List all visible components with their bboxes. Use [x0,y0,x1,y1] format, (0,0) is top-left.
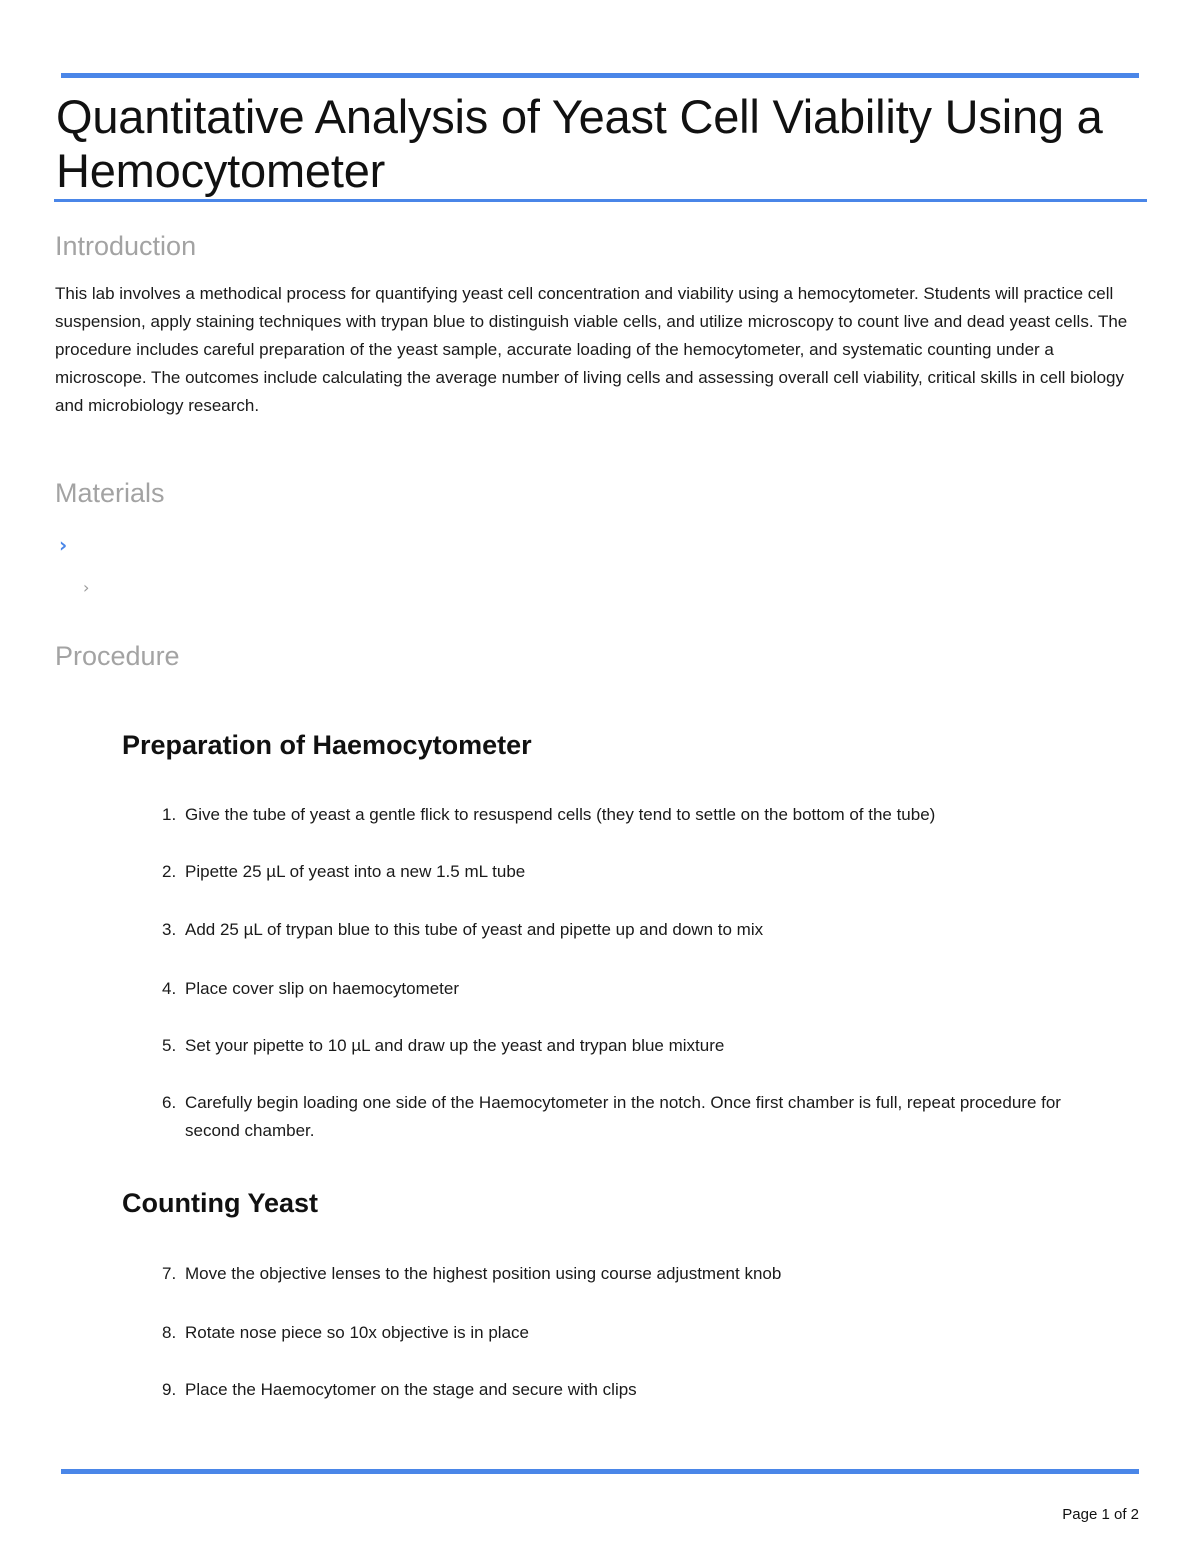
step-text: Place the Haemocytomer on the stage and secure with clips [185,1380,637,1399]
procedure-step [162,858,1082,886]
page-number: Page 1 of 2 [1062,1506,1139,1523]
step-number: 5. [162,1036,177,1055]
preparation-subheading: Preparation of Haemocytometer [122,730,532,760]
chevron-right-icon: › [59,533,68,557]
counting-subheading: Counting Yeast [122,1188,319,1218]
procedure-step [162,1089,1082,1145]
step-text: Carefully begin loading one side of the Haemocytometer in the notch. Once first chamber is full, repeat procedure for second chamber. [185,1093,1061,1140]
procedure-step [162,801,1082,829]
top-divider [61,73,1139,78]
procedure-step [162,1032,1082,1060]
step-text: Give the tube of yeast a gentle flick to resuspend cells (they tend to settle on the bottom of the tube) [185,805,936,824]
introduction-paragraph: This lab involves a methodical process for quantifying yeast cell concentration and viability using a hemocytometer. Students will practice cell suspension, apply staining techniques with trypan blue to distinguish viable cells, and utilize microscopy to count live and dead yeast cells. The procedure includes careful preparation of the yeast sample, accurate loading of the hemocytometer, and systematic counting under a microscope. The outcomes include calculating the average number of living cells and assessing overall cell viability, critical skills in cell biology and microbiology research. [55,284,1128,415]
procedure-heading: Procedure [55,641,180,671]
procedure-step [162,1260,1082,1288]
step-text: Set your pipette to 10 µL and draw up the yeast and trypan blue mixture [185,1036,725,1055]
step-text: Place cover slip on haemocytometer [185,979,460,998]
step-text: Pipette 25 µL of yeast into a new 1.5 mL tube [185,862,526,881]
chevron-right-icon: › [83,578,90,597]
procedure-step [162,1319,1082,1347]
step-number: 9. [162,1380,177,1399]
step-text: Add 25 µL of trypan blue to this tube of yeast and pipette up and down to mix [185,920,764,939]
step-number: 4. [162,979,177,998]
bottom-divider [61,1469,1139,1474]
step-number: 6. [162,1093,177,1112]
step-number: 3. [162,920,177,939]
step-text: Rotate nose piece so 10x objective is in place [185,1323,529,1342]
step-number: 2. [162,862,177,881]
step-text: Move the objective lenses to the highest position using course adjustment knob [185,1264,782,1283]
procedure-step [162,916,1082,944]
title-underline [54,199,1147,202]
materials-heading: Materials [55,478,165,508]
step-number: 7. [162,1264,177,1283]
step-number: 1. [162,805,177,824]
document-title: Quantitative Analysis of Yeast Cell Viability Using a Hemocytometer [56,90,1103,197]
procedure-step [162,975,1082,1003]
introduction-heading: Introduction [55,231,197,261]
procedure-step [162,1376,1082,1404]
step-number: 8. [162,1323,177,1342]
